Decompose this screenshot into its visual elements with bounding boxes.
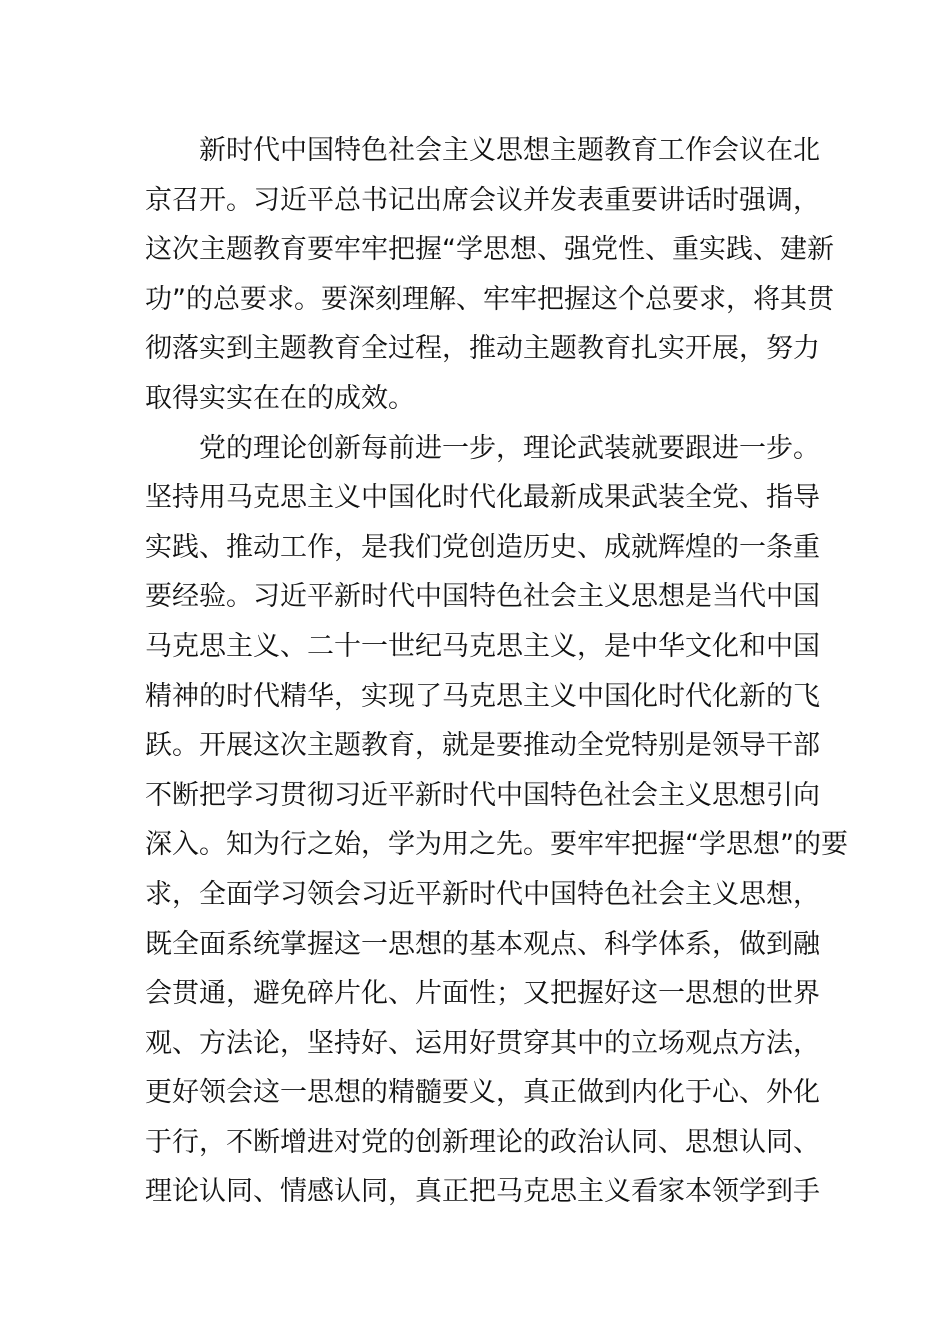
paragraph-1 — [145, 126, 834, 424]
paragraph-line: 不断把学习贯彻习近平新时代中国特色社会主义思想引向 — [145, 779, 820, 811]
document-body — [145, 126, 848, 1217]
paragraph-line: 坚持用马克思主义中国化时代化最新成果武装全党、指导 — [145, 482, 820, 514]
paragraph-line: 取得实实在在的成效。 — [145, 382, 415, 414]
paragraph-line: 这次主题教育要牢牢把握“学思想、强党性、重实践、建新 — [145, 234, 834, 266]
paragraph-line: 深入。知为行之始，学为用之先。要牢牢把握“学思想”的要 — [145, 829, 848, 861]
paragraph-line: 精神的时代精华，实现了马克思主义中国化时代化新的飞 — [145, 680, 820, 712]
paragraph-line: 功”的总要求。要深刻理解、牢牢把握这个总要求，将其贯 — [145, 283, 834, 315]
paragraph-line: 观、方法论，坚持好、运用好贯穿其中的立场观点方法， — [145, 1027, 820, 1059]
paragraph-line: 京召开。习近平总书记出席会议并发表重要讲话时强调， — [145, 184, 820, 216]
paragraph-line: 于行，不断增进对党的创新理论的政治认同、思想认同、 — [145, 1126, 820, 1158]
paragraph-line: 新时代中国特色社会主义思想主题教育工作会议在北 — [199, 135, 820, 166]
paragraph-line: 要经验。习近平新时代中国特色社会主义思想是当代中国 — [145, 581, 820, 613]
paragraph-line: 彻落实到主题教育全过程，推动主题教育扎实开展，努力 — [145, 333, 820, 365]
paragraph-line: 既全面系统掌握这一思想的基本观点、科学体系，做到融 — [145, 928, 820, 960]
paragraph-line: 跃。开展这次主题教育，就是要推动全党特别是领导干部 — [145, 730, 820, 762]
paragraph-line: 会贯通，避免碎片化、片面性；又把握好这一思想的世界 — [145, 978, 820, 1010]
paragraph-line: 党的理论创新每前进一步，理论武装就要跟进一步。 — [199, 432, 820, 464]
paragraph-line: 马克思主义、二十一世纪马克思主义，是中华文化和中国 — [145, 630, 820, 662]
paragraph-line: 理论认同、情感认同，真正把马克思主义看家本领学到手 — [145, 1176, 820, 1208]
paragraph-line: 更好领会这一思想的精髓要义，真正做到内化于心、外化 — [145, 1077, 820, 1109]
paragraph-line: 实践、推动工作，是我们党创造历史、成就辉煌的一条重 — [145, 531, 820, 563]
paragraph-line: 求，全面学习领会习近平新时代中国特色社会主义思想， — [145, 878, 820, 910]
paragraph-2 — [145, 424, 848, 1218]
